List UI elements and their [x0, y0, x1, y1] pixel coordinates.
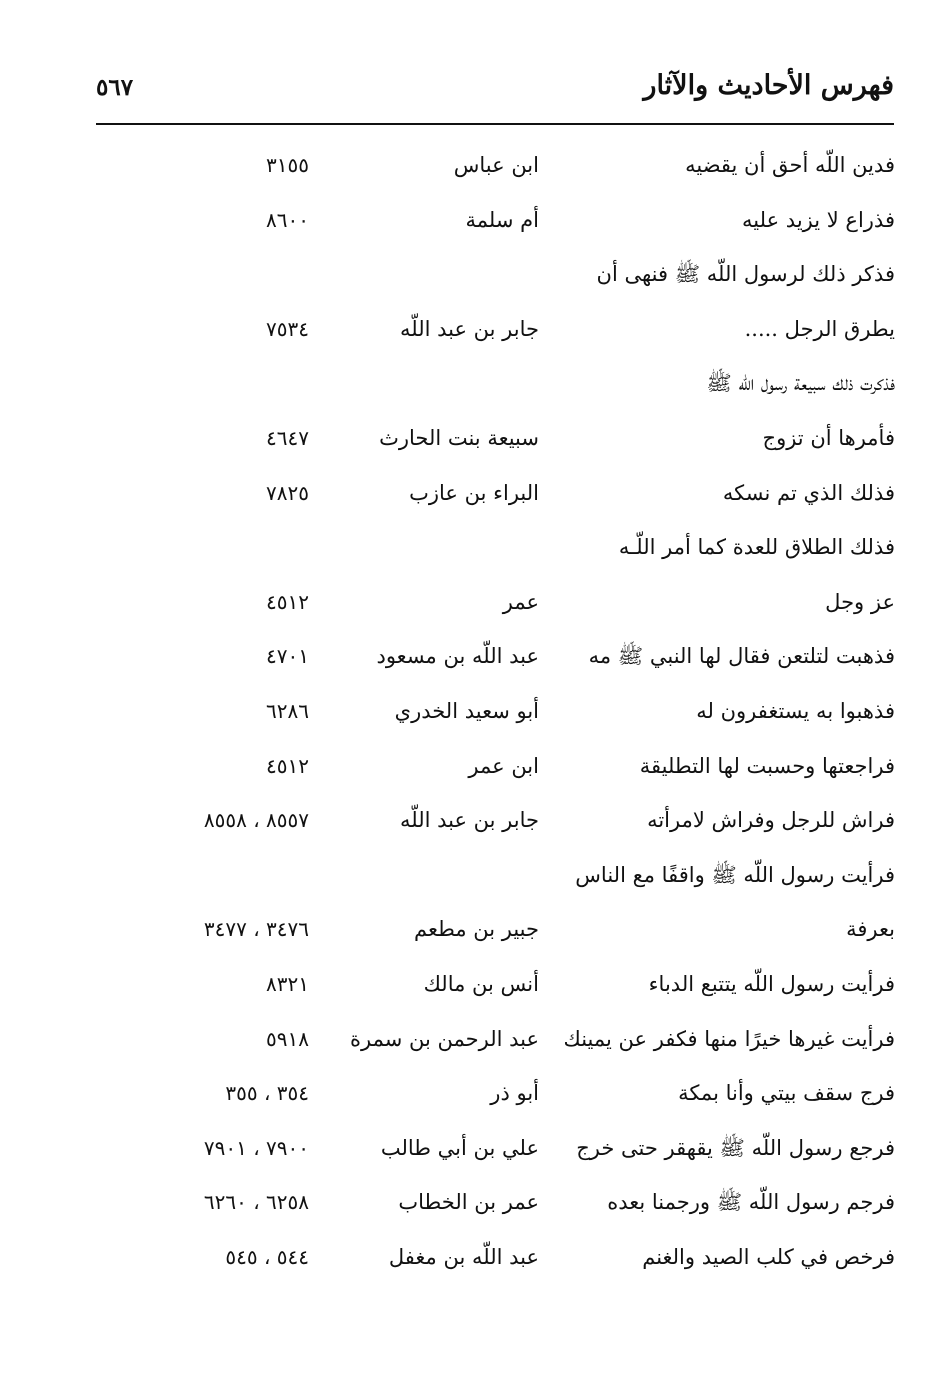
narrator: أنس بن مالك	[423, 971, 539, 996]
hadith-text: فذلك الذي تم نسكه	[722, 480, 895, 505]
index-row	[0, 138, 931, 193]
index-row	[0, 575, 931, 630]
index-entries	[0, 138, 931, 1284]
hadith-text: عز وجل	[825, 589, 895, 614]
narrator: البراء بن عازب	[409, 480, 539, 505]
hadith-numbers: ٣١٥٥	[266, 153, 309, 177]
index-row	[0, 629, 931, 684]
hadith-text: فذكرت ذلك سبيعة رسول اللّه ﷺ	[706, 371, 895, 396]
narrator: علي بن أبي طالب	[380, 1135, 539, 1160]
narrator: ابن عباس	[453, 153, 539, 177]
hadith-text: بعرفة	[846, 917, 895, 942]
narrator: جابر بن عبد اللّه	[399, 808, 539, 833]
hadith-text: فدين اللّه أحق أن يقضيه	[685, 153, 895, 177]
hadith-numbers: ٣٤٧٦ ، ٣٤٧٧	[203, 917, 309, 942]
hadith-text: يطرق الرجل .....	[744, 316, 895, 341]
hadith-numbers: ٤٥١٢	[266, 589, 309, 614]
index-row	[0, 1012, 931, 1067]
narrator: عبد اللّه بن مغفل	[388, 1244, 539, 1269]
narrator: أبو ذر	[490, 1081, 539, 1106]
hadith-text: فراش للرجل وفراش لامرأته	[647, 808, 895, 833]
index-row	[0, 957, 931, 1012]
header-divider	[96, 123, 894, 125]
hadith-text: فرجع رسول اللّه ﷺ يقهقر حتى خرج	[576, 1135, 895, 1160]
hadith-numbers: ٦٢٨٦	[266, 698, 309, 723]
index-row	[0, 466, 931, 521]
index-row	[0, 684, 931, 739]
hadith-text: فرج سقف بيتي وأنا بمكة	[678, 1081, 895, 1106]
narrator: أبو سعيد الخدري	[394, 698, 539, 723]
index-row	[0, 1066, 931, 1121]
hadith-text: فذهبوا به يستغفرون له	[696, 698, 895, 723]
hadith-numbers: ٧٥٣٤	[266, 316, 309, 341]
narrator: عبد اللّه بن مسعود	[376, 644, 539, 669]
page-title: فهرس الأحاديث والآثار	[643, 70, 894, 101]
hadith-text: فرجم رسول اللّه ﷺ ورجمنا بعده	[607, 1190, 895, 1215]
narrator: عمر	[502, 589, 539, 614]
hadith-numbers: ٥٤٤ ، ٥٤٥	[225, 1244, 309, 1269]
hadith-numbers: ٨٣٢١	[266, 971, 309, 996]
hadith-numbers: ٨٦٠٠	[266, 207, 309, 232]
index-row	[0, 739, 931, 794]
hadith-numbers: ٥٩١٨	[266, 1026, 309, 1051]
index-row	[0, 1121, 931, 1176]
index-row	[0, 520, 931, 575]
hadith-text: فذكر ذلك لرسول اللّه ﷺ فنهى أن	[596, 262, 895, 287]
narrator: جابر بن عبد اللّه	[399, 316, 539, 341]
hadith-numbers: ٤٧٠١	[266, 644, 309, 669]
index-row	[0, 793, 931, 848]
hadith-numbers: ٧٨٢٥	[266, 480, 309, 505]
narrator: جبير بن مطعم	[413, 917, 539, 942]
index-row	[0, 247, 931, 302]
narrator: عبد الرحمن بن سمرة	[350, 1026, 539, 1051]
index-row	[0, 411, 931, 466]
index-row	[0, 1230, 931, 1285]
narrator: أم سلمة	[465, 207, 539, 232]
hadith-text: فذلك الطلاق للعدة كما أمر اللّـه	[618, 535, 895, 560]
index-row	[0, 356, 931, 411]
hadith-text: فرأيت رسول اللّه ﷺ واقفًا مع الناس	[575, 862, 895, 887]
hadith-text: فرخص في كلب الصيد والغنم	[642, 1244, 895, 1269]
hadith-numbers: ٦٢٥٨ ، ٦٢٦٠	[203, 1190, 309, 1215]
index-row	[0, 848, 931, 903]
hadith-text: فأمرها أن تزوج	[762, 425, 895, 450]
hadith-text: فذراع لا يزيد عليه	[742, 207, 895, 232]
narrator: ابن عمر	[468, 753, 539, 778]
hadith-text: فذهبت لتلتعن فقال لها النبي ﷺ مه	[588, 644, 895, 669]
index-row	[0, 193, 931, 248]
hadith-numbers: ٤٦٤٧	[266, 425, 309, 450]
hadith-text: فرأيت غيرها خيرًا منها فكفر عن يمينك	[563, 1026, 895, 1051]
hadith-text: فراجعتها وحسبت لها التطليقة	[639, 753, 895, 778]
narrator: عمر بن الخطاب	[398, 1190, 539, 1215]
index-row	[0, 1175, 931, 1230]
page-header	[96, 66, 894, 110]
page-number: ٥٦٧	[96, 74, 134, 101]
hadith-numbers: ٣٥٤ ، ٣٥٥	[225, 1081, 309, 1106]
hadith-numbers: ٨٥٥٧ ، ٨٥٥٨	[203, 808, 309, 833]
narrator: سبيعة بنت الحارث	[379, 425, 539, 450]
index-row	[0, 302, 931, 357]
hadith-text: فرأيت رسول اللّه يتتبع الدباء	[648, 971, 895, 996]
index-row	[0, 902, 931, 957]
hadith-numbers: ٤٥١٢	[266, 753, 309, 778]
hadith-numbers: ٧٩٠٠ ، ٧٩٠١	[203, 1135, 309, 1160]
